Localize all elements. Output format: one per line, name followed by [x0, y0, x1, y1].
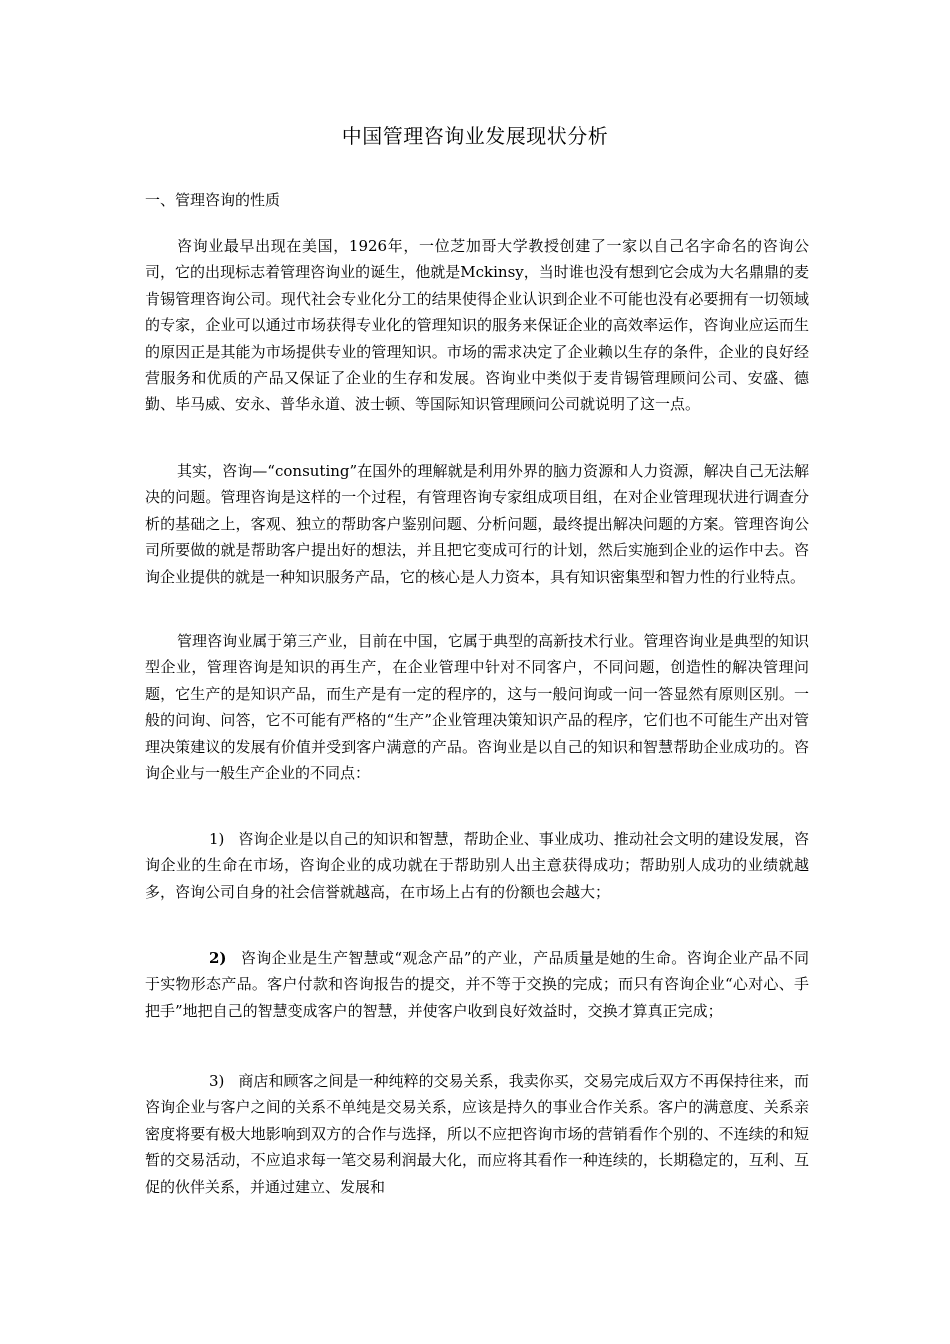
list-item-number: 1): [209, 830, 225, 848]
list-item-text: 咨询企业是以自己的知识和智慧，帮助企业、事业成功、推动社会文明的建设发展，咨询企业的生命在市场，咨询企业的成功就在于帮助别人出主意获得成功；帮助别人成功的业绩就越多，咨询公司自身的社会信誉就越高，在市场上占有的份额也会越大；: [145, 830, 809, 901]
paragraph-industry: 管理咨询业属于第三产业，目前在中国，它属于典型的高新技术行业。管理咨询业是典型的知识型企业，管理咨询是知识的再生产，在企业管理中针对不同客户，不同问题，创造性的解决管理问题，它生产的是知识产品，而生产是有一定的程序的，这与一般问询或一问一答显然有原则区别。一般的问询、问答，它不可能有严格的“生产”企业管理决策知识产品的程序，它们也不可能生产出对管理决策建议的发展有价值并受到客户满意的产品。咨询业是以自己的知识和智慧帮助企业成功的。咨询企业与一般生产企业的不同点：: [145, 632, 809, 783]
document-title: 中国管理咨询业发展现状分析: [341, 124, 609, 148]
list-item: [145, 945, 809, 1024]
section-heading: 一、管理咨询的性质: [145, 191, 281, 209]
list-item-number: 2): [209, 949, 227, 967]
list-item-number: 3): [209, 1072, 225, 1090]
list-item: [145, 826, 809, 905]
list-item-text: 商店和顾客之间是一种纯粹的交易关系，我卖你买，交易完成后双方不再保持往来，而咨询企业与客户之间的关系不单纯是交易关系，应该是持久的事业合作关系。客户的满意度、关系亲密度将要有极大地影响到双方的合作与选择，所以不应把咨询市场的营销看作个别的、不连续的和短暂的交易活动，不应追求每一笔交易利润最大化，而应将其看作一种连续的，长期稳定的，互利、互促的伙伴关系，并通过建立、发展和: [145, 1072, 809, 1196]
paragraph-definition: 其实，咨询—“consuting”在国外的理解就是利用外界的脑力资源和人力资源，解决自己无法解决的问题。管理咨询是这样的一个过程，有管理咨询专家组成项目组，在对企业管理现状进行调查分析的基础之上，客观、独立的帮助客户鉴别问题、分析问题，最终提出解决问题的方案。管理咨询公司所要做的就是帮助客户提出好的想法，并且把它变成可行的计划，然后实施到企业的运作中去。咨询企业提供的就是一种知识服务产品，它的核心是人力资本，具有知识密集型和智力性的行业特点。: [145, 462, 809, 586]
list-item: [145, 1068, 809, 1200]
paragraph-history: 咨询业最早出现在美国，1926年，一位芝加哥大学教授创建了一家以自己名字命名的咨询公司，它的出现标志着管理咨询业的诞生，他就是Mckinsy，当时谁也没有想到它会成为大名鼎鼎的麦肯锡管理咨询公司。现代社会专业化分工的结果使得企业认识到企业不可能也没有必要拥有一切领域的专家，企业可以通过市场获得专业化的管理知识的服务来保证企业的高效率运作，咨询业应运而生的原因正是其能为市场提供专业的管理知识。市场的需求决定了企业赖以生存的条件，企业的良好经营服务和优质的产品又保证了企业的生存和发展。咨询业中类似于麦肯锡管理顾问公司、安盛、德勤、毕马威、安永、普华永道、波士顿、等国际知识管理顾问公司就说明了这一点。: [145, 237, 809, 414]
list-item-text: 咨询企业是生产智慧或“观念产品”的产业，产品质量是她的生命。咨询企业产品不同于实物形态产品。客户付款和咨询报告的提交，并不等于交换的完成；而只有咨询企业“心对心、手把手”地把自己的智慧变成客户的智慧，并使客户收到良好效益时，交换才算真正完成；: [145, 949, 809, 1020]
